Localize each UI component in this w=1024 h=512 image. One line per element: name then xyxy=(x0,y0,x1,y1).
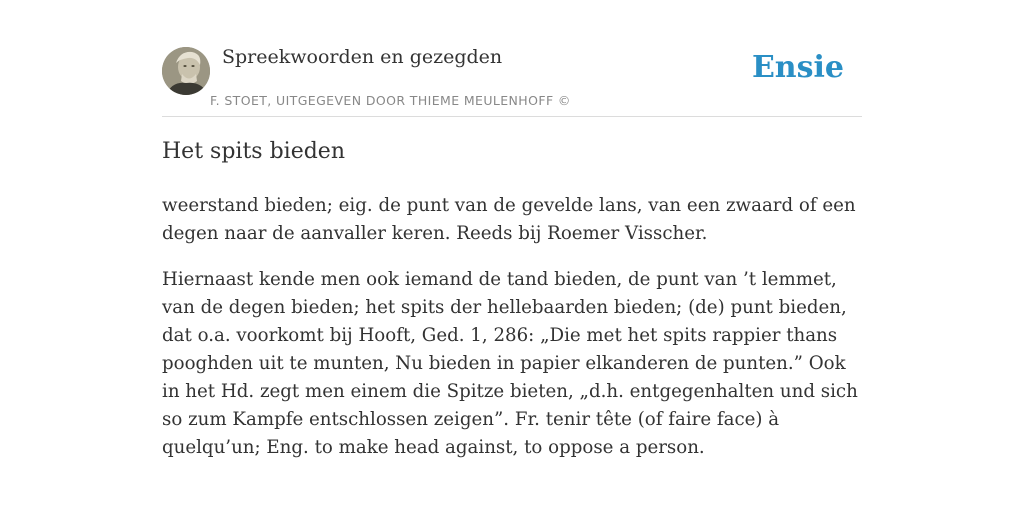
entry-title: Het spits bieden xyxy=(162,139,345,164)
ensie-logo[interactable]: Ensie xyxy=(751,50,844,85)
author-byline: F. STOET, UITGEGEVEN DOOR THIEME MEULENHOFF © xyxy=(210,93,571,108)
entry-paragraph: weerstand bieden; eig. de punt van de gevelde lans, van een zwaard of een degen naar de aanvaller keren. Reeds bij Roemer Visscher. xyxy=(162,195,856,244)
header xyxy=(162,46,862,117)
author-portrait-icon xyxy=(162,47,210,95)
author-avatar[interactable] xyxy=(162,47,210,95)
entry-body xyxy=(162,192,866,480)
entry-paragraph: Hiernaast kende men ook iemand de tand bieden, de punt van ’t lemmet, van de degen bieden; het spits der hellebaarden bieden; (de) punt bieden, dat o.a. voorkomt bij Hooft, Ged. 1, 286: „Die met het spits rappier thans pooghden uit te munten, Nu bieden in papier elkanderen de punten.” Ook in het Hd. zegt men einem die Spitze bieten, „d.h. entgegenhalten und sich so zum Kampfe entschlossen zeigen”. Fr. tenir tête (of faire face) à quelqu’un; Eng. to make head against, to oppose a person. xyxy=(162,269,858,458)
book-title[interactable]: Spreekwoorden en gezegden xyxy=(222,46,503,68)
